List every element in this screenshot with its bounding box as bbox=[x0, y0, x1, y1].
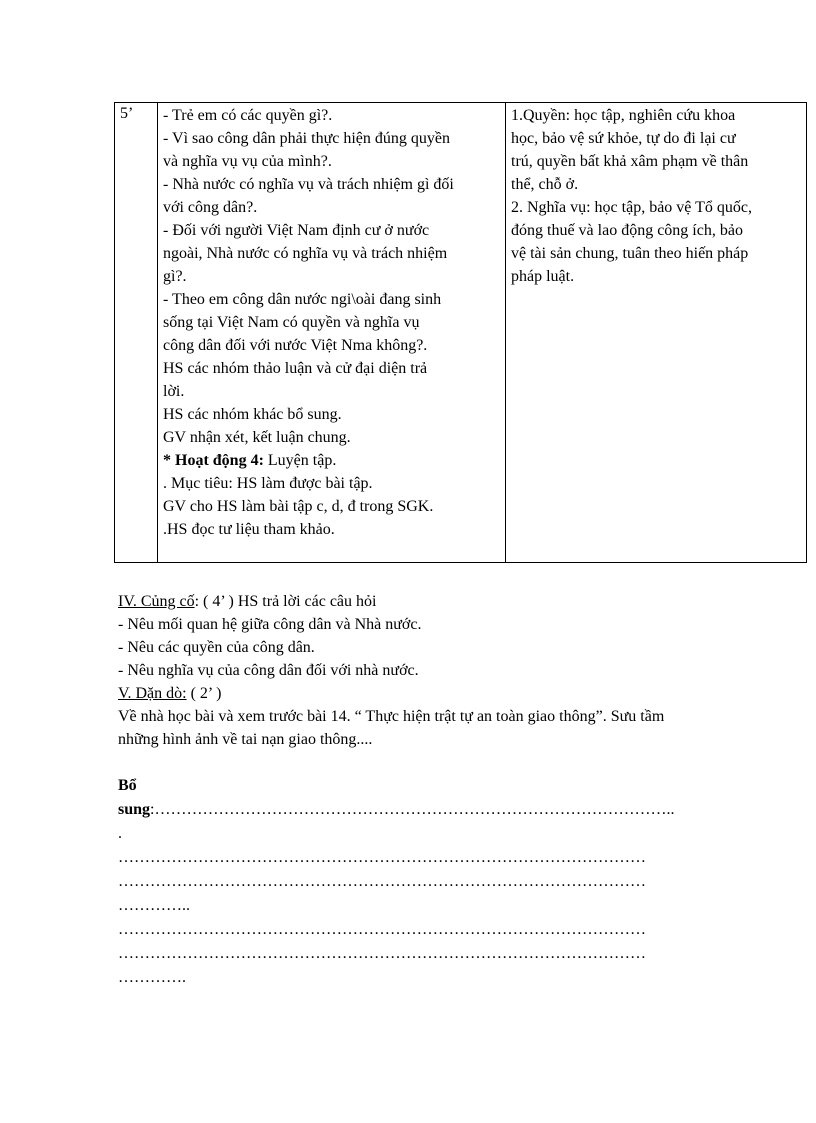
addendum-dots-line: . bbox=[118, 825, 122, 842]
homework-time: ( 2’ ) bbox=[186, 685, 222, 702]
consolidation-item: - Nêu mối quan hệ giữa công dân và Nhà nước. bbox=[118, 616, 422, 633]
time-cell bbox=[115, 103, 158, 563]
addendum-dots-line: ………….. bbox=[118, 897, 190, 914]
addendum-dots-line: ……………………………………………………………………………………… bbox=[118, 849, 646, 866]
time-value: 5’ bbox=[120, 105, 134, 122]
activity-cell bbox=[158, 103, 506, 563]
homework-heading: V. Dặn dò: bbox=[118, 685, 187, 702]
activity-line: GV cho HS làm bài tập c, d, đ trong SGK. bbox=[163, 498, 434, 515]
consolidation-intro: : ( 4’ ) HS trả lời các câu hỏi bbox=[194, 593, 377, 610]
content-cell bbox=[506, 103, 807, 563]
activity-line: và nghĩa vụ vụ của mình?. bbox=[163, 153, 332, 170]
addendum-label-part1: Bổ bbox=[118, 777, 137, 794]
consolidation-heading-line bbox=[118, 590, 778, 613]
addendum-label bbox=[118, 774, 778, 798]
activity-line: . Mục tiêu: HS làm được bài tập. bbox=[163, 475, 373, 492]
addendum-dots-line: …………. bbox=[118, 969, 186, 986]
activity-line: với công dân?. bbox=[163, 199, 258, 216]
activity-line: lời. bbox=[163, 383, 185, 400]
addendum-label-part2: sung bbox=[118, 801, 151, 818]
consolidation-section bbox=[118, 590, 778, 751]
activity-line: - Nhà nước có nghĩa vụ và trách nhiệm gì đối bbox=[163, 176, 454, 193]
homework-line: những hình ảnh về tai nạn giao thông.... bbox=[118, 731, 373, 748]
activity-line: HS các nhóm khác bổ sung. bbox=[163, 406, 342, 423]
activity-line: công dân đối với nước Việt Nma không?. bbox=[163, 337, 428, 354]
activity-line: - Đối với người Việt Nam định cư ở nước bbox=[163, 222, 430, 239]
consolidation-heading: IV. Củng cố bbox=[118, 593, 195, 610]
activity-line: GV nhận xét, kết luận chung. bbox=[163, 429, 351, 446]
content-line: pháp luật. bbox=[511, 268, 575, 285]
lesson-table bbox=[114, 102, 807, 563]
addendum-dots-line: ……………………………………………………………………………………… bbox=[118, 873, 646, 890]
addendum-dots-line: ……………………………………………………………………………………… bbox=[118, 921, 646, 938]
addendum-dots-line: ……………………………………………………………………………………… bbox=[118, 945, 646, 962]
content-line: 1.Quyền: học tập, nghiên cứu khoa bbox=[511, 107, 736, 124]
addendum-section bbox=[118, 774, 778, 990]
activity-line: - Vì sao công dân phải thực hiện đúng quyền bbox=[163, 130, 450, 147]
activity-4-label: * Hoạt động 4: bbox=[163, 452, 264, 469]
homework-line: Về nhà học bài và xem trước bài 14. “ Thực hiện trật tự an toàn giao thông”. Sưu tầm bbox=[118, 708, 665, 725]
consolidation-item: - Nêu nghĩa vụ của công dân đối với nhà nước. bbox=[118, 662, 419, 679]
activity-line: HS các nhóm thảo luận và cử đại diện trả bbox=[163, 360, 428, 377]
content-line: đóng thuế và lao động công ích, bảo bbox=[511, 222, 743, 239]
content-line: trú, quyền bất khả xâm phạm về thân bbox=[511, 153, 749, 170]
activity-line: .HS đọc tư liệu tham khảo. bbox=[163, 521, 335, 538]
homework-heading-line bbox=[118, 682, 778, 705]
consolidation-item: - Nêu các quyền của công dân. bbox=[118, 639, 315, 656]
activity-4-heading bbox=[163, 449, 502, 472]
activity-line: gì?. bbox=[163, 268, 187, 285]
activity-line: sống tại Việt Nam có quyền và nghĩa vụ bbox=[163, 314, 420, 331]
table-row bbox=[115, 103, 807, 563]
content-line: 2. Nghĩa vụ: học tập, bảo vệ Tổ quốc, bbox=[511, 199, 752, 216]
addendum-dots: :…………………………………………………………………………………….. bbox=[150, 801, 675, 818]
content-line: học, bảo vệ sứ khỏe, tự do đi lại cư bbox=[511, 130, 736, 147]
addendum-first-line bbox=[118, 798, 778, 822]
activity-4-title: Luyện tập. bbox=[263, 452, 337, 469]
content-line: vệ tài sản chung, tuân theo hiến pháp bbox=[511, 245, 749, 262]
activity-line: - Trẻ em có các quyền gì?. bbox=[163, 107, 333, 124]
activity-line: - Theo em công dân nước ngi\oài đang sinh bbox=[163, 291, 442, 308]
activity-line: ngoài, Nhà nước có nghĩa vụ và trách nhiệm bbox=[163, 245, 448, 262]
content-line: thể, chỗ ở. bbox=[511, 176, 579, 193]
